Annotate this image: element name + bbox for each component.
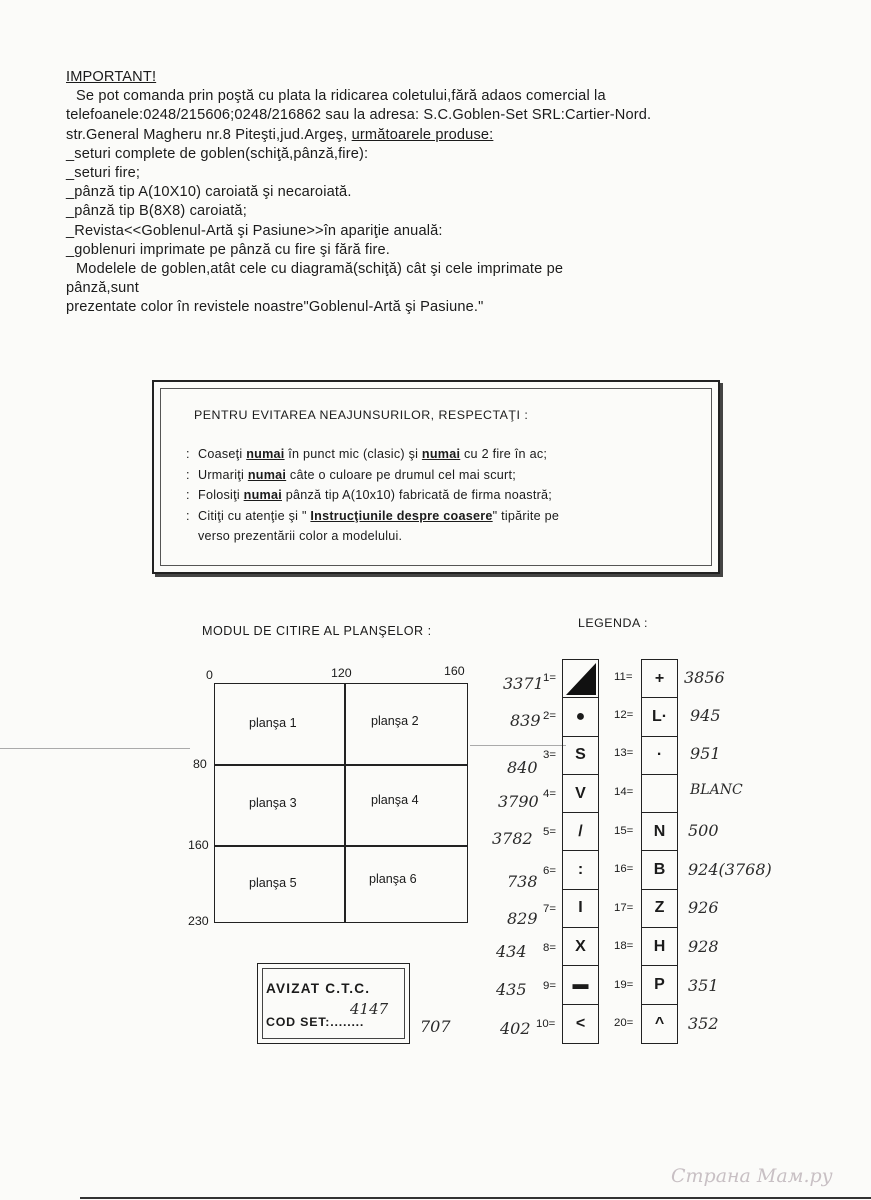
rule-emphasis: Instrucţiunile despre coasere	[310, 508, 493, 523]
order-notice	[66, 68, 826, 318]
thread-code: 3790	[498, 792, 539, 811]
grid-divider	[215, 764, 467, 766]
product-item: _Revista<<Goblenul-Artă şi Pasiune>>în apariţie anuală:	[66, 222, 443, 239]
product-item: _seturi fire;	[66, 165, 141, 182]
rule-bullet: :	[186, 467, 190, 482]
rule-emphasis: numai	[246, 447, 285, 461]
legend-cell: X	[563, 928, 598, 966]
rule-item	[186, 485, 559, 506]
sheet-label: planşa 3	[249, 796, 297, 810]
thread-code: 3856	[684, 668, 725, 687]
top-tick: 0	[206, 668, 213, 682]
legend-cell	[563, 660, 598, 698]
page-bottom-edge	[80, 1197, 871, 1199]
legend-cell: I	[563, 890, 598, 928]
rule-emphasis: numai	[243, 488, 282, 502]
product-item: _goblenuri imprimate pe pânză cu fire şi fără fire.	[66, 241, 391, 258]
rule-text: verso prezentării color a modelului.	[198, 529, 403, 543]
thread-code: 926	[688, 898, 719, 917]
sheet-label: planşa 6	[369, 872, 417, 886]
thread-code: 351	[688, 976, 719, 995]
legend-cell: ^	[654, 1014, 665, 1032]
thread-code: 840	[507, 758, 538, 777]
legend-symbols-left	[562, 659, 599, 1044]
thread-code: 3371	[503, 674, 544, 693]
legend-cell: B	[642, 851, 677, 889]
thread-code: 500	[688, 821, 719, 840]
legend-cell	[642, 775, 677, 813]
sheet-layout-grid	[214, 683, 468, 923]
notice-line: telefoanele:0248/215606;0248/216862 sau la adresa: S.C.Goblen-Set SRL:Cartier-Nord.	[66, 107, 652, 124]
legend-number: 15=	[614, 825, 634, 837]
rule-text: " tipărite pe	[492, 508, 560, 523]
notice-line: Se pot comanda prin poştă cu plata la ridicarea coletului,fără adaos comercial la	[76, 88, 606, 105]
thread-code: 839	[510, 711, 541, 730]
rule-text: Coaseţi	[198, 447, 247, 461]
grid-divider	[344, 684, 346, 922]
thread-code: 924(3768)	[688, 860, 772, 879]
sheet-label: planşa 2	[371, 714, 419, 728]
legend-number: 18=	[614, 940, 634, 952]
rule-item-continued	[186, 526, 559, 547]
legend-number: 5=	[543, 826, 556, 838]
rule-emphasis: numai	[421, 447, 461, 461]
rule-emphasis: numai	[247, 467, 287, 482]
legend-cell: N	[642, 813, 677, 851]
legend-cell: :	[563, 851, 598, 889]
sheet-label: planşa 4	[371, 793, 419, 807]
site-watermark: Страна Мам.ру	[671, 1165, 833, 1187]
sheet-label: planşa 1	[249, 716, 297, 730]
rule-text: Citiţi cu atenţie şi "	[198, 508, 311, 523]
legend-number: 1=	[543, 672, 556, 684]
legend-number: 3=	[543, 749, 556, 761]
notice-title: IMPORTANT!	[66, 69, 157, 85]
legend-cell: P	[642, 966, 677, 1004]
legend-cell: Z	[642, 890, 677, 928]
thread-code: BLANC	[690, 782, 743, 798]
legend-number: 7=	[543, 903, 556, 915]
thread-code: 434	[496, 942, 527, 961]
stamp-code-label: COD SET:........	[266, 1015, 365, 1029]
legend-number: 8=	[543, 942, 556, 954]
side-tick: 160	[188, 838, 209, 852]
diagonal-fill-icon	[564, 661, 598, 697]
product-item: _pânză tip B(8X8) caroiată;	[66, 203, 247, 220]
legend-cell: ·	[642, 737, 677, 775]
legend-cell: <	[575, 1014, 586, 1032]
scan-mark	[0, 748, 190, 749]
side-tick: 80	[193, 757, 207, 771]
sheet-label: planşa 5	[249, 876, 297, 890]
legend-cell: ●	[563, 698, 598, 736]
stamp-title: AVIZAT C.T.C.	[266, 981, 371, 996]
rule-text: în punct mic (clasic) şi	[284, 447, 422, 461]
thread-code: 951	[690, 744, 721, 763]
rules-list	[186, 444, 559, 547]
legend-number: 14=	[614, 786, 634, 798]
stamp-handwritten-code: 4147	[350, 1000, 389, 1018]
thread-code: 829	[507, 909, 538, 928]
rule-text: Folosiţi	[198, 488, 244, 502]
side-tick: 230	[188, 914, 209, 928]
thread-code: 3782	[492, 829, 533, 848]
legend-cell: S	[563, 737, 598, 775]
legend-cell: +	[642, 660, 677, 698]
legend-number: 20=	[614, 1017, 634, 1029]
thread-code: 435	[496, 980, 527, 999]
legend-number: 4=	[543, 788, 556, 800]
scan-mark	[470, 745, 566, 746]
rule-bullet: :	[186, 447, 190, 461]
product-item: _seturi complete de goblen(schiţă,pânză,fire):	[66, 145, 369, 162]
rule-bullet: :	[186, 508, 190, 523]
legend-number: 11=	[614, 671, 633, 683]
legend-cell: ▬	[563, 966, 598, 1004]
top-tick: 120	[331, 666, 352, 680]
thread-code: 352	[688, 1014, 719, 1033]
ctc-stamp	[257, 963, 410, 1044]
reading-mode-title: MODUL DE CITIRE AL PLANŞELOR :	[202, 624, 432, 638]
thread-code: 738	[507, 872, 538, 891]
legend-cell: /	[563, 813, 598, 851]
rules-title: PENTRU EVITAREA NEAJUNSURILOR, RESPECTAŢI :	[194, 408, 529, 422]
rule-text: pânză tip A(10x10) fabricată de firma noastră;	[281, 488, 553, 502]
rule-text: cu 2 fire în ac;	[460, 447, 548, 461]
top-tick: 160	[444, 664, 465, 678]
notice-paragraph: prezentate color în revistele noastre"Goblenul-Artă şi Pasiune."	[66, 299, 484, 316]
thread-code: 402	[500, 1019, 531, 1038]
legend-number: 16=	[614, 863, 634, 875]
legend-number: 12=	[614, 709, 634, 721]
legend-number: 13=	[614, 747, 634, 759]
legend-cell: L·	[642, 698, 677, 736]
rule-item	[186, 465, 559, 486]
notice-paragraph: Modelele de goblen,atât cele cu diagramă(schiţă) cât şi cele imprimate pe	[76, 261, 564, 278]
legend-number: 9=	[543, 980, 556, 992]
grid-divider	[215, 845, 467, 847]
notice-line	[66, 126, 826, 145]
legend-symbols-right	[641, 659, 678, 1044]
product-item: _pânză tip A(10X10) caroiată şi necaroiată.	[66, 184, 352, 201]
legend-cell: V	[563, 775, 598, 813]
thread-code: 945	[690, 706, 721, 725]
stamp-side-note: 707	[420, 1017, 451, 1036]
legend-number: 10=	[536, 1018, 556, 1030]
legend-number: 19=	[614, 979, 634, 991]
legend-number: 17=	[614, 902, 634, 914]
legend-number: 6=	[543, 865, 556, 877]
notice-paragraph: pânză,sunt	[66, 280, 139, 297]
thread-code: 928	[688, 937, 719, 956]
rule-text: câte o culoare pe drumul cel mai scurt;	[286, 467, 516, 482]
rule-item	[186, 444, 559, 465]
legend-title: LEGENDA :	[578, 616, 648, 630]
products-heading: următoarele produse:	[351, 126, 494, 143]
legend-number: 2=	[543, 710, 556, 722]
rules-box	[152, 380, 720, 574]
legend-cell: H	[642, 928, 677, 966]
rule-bullet: :	[186, 488, 190, 502]
address-text: str.General Magheru nr.8 Piteşti,jud.Argeş,	[66, 126, 352, 143]
rule-item	[186, 506, 559, 527]
rule-text: Urmariţi	[198, 467, 248, 482]
